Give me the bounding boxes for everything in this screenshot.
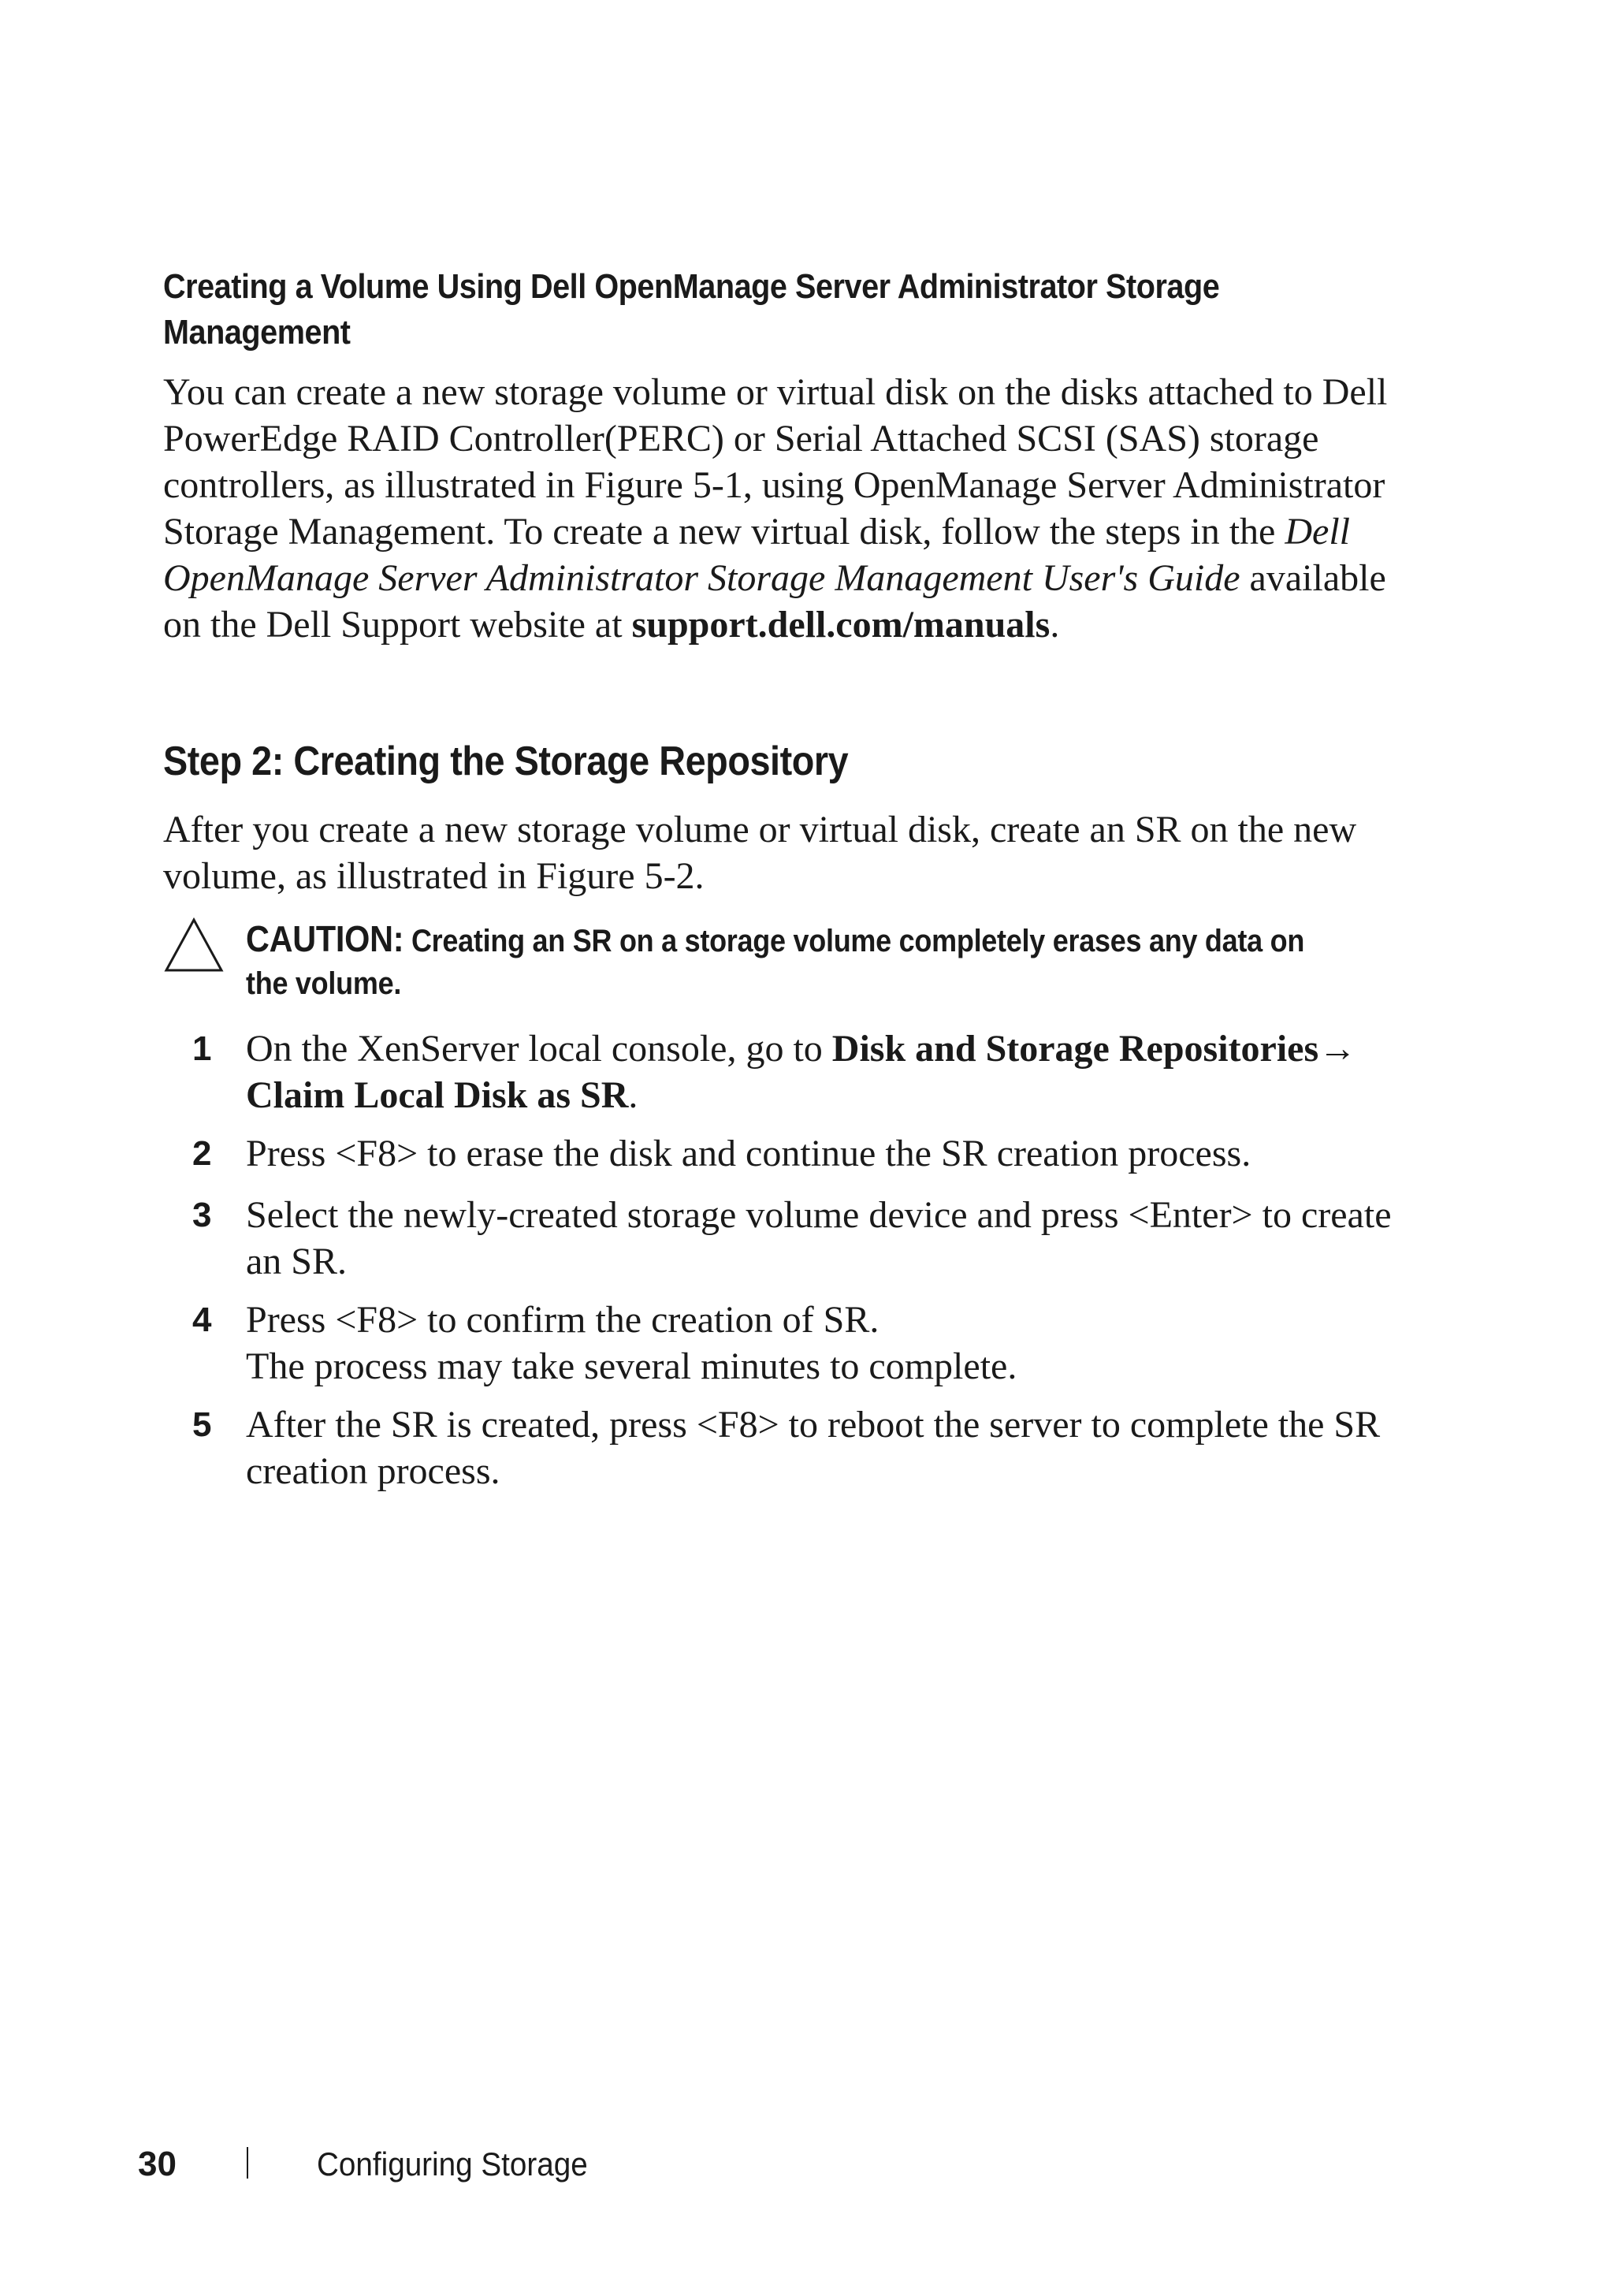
step2-intro: After you create a new storage volume or virtual disk, create an SR on the new volume, as illustrated in Figure 5-2. — [163, 809, 1357, 897]
step-text-main: Press <F8> to confirm the creation of SR. — [246, 1299, 880, 1341]
intro-text-part2: available on the Dell Support website at — [163, 557, 1386, 646]
section-heading: Creating a Volume Using Dell OpenManage Server Administrator Storage Management — [163, 267, 1220, 352]
page-number: 30 — [138, 2145, 177, 2183]
footer-separator — [247, 2147, 248, 2179]
intro-text-end: . — [1050, 604, 1060, 646]
step-number: 2 — [192, 1134, 212, 1173]
step-text-after: . — [628, 1074, 638, 1116]
step-text: After the SR is created, press <F8> to reboot the server to complete the SR creation process. — [246, 1404, 1381, 1492]
intro-text-part1: You can create a new storage volume or virtual disk on the disks attached to Dell PowerEdge RAID Controller(PERC) or Serial Attached SCSI (SAS) storage controllers, as illustrated in Figure 5-1, using OpenManage Server Administrator Storage Management. To create a new virtual disk, follow the steps in the — [163, 371, 1388, 553]
step-number: 3 — [192, 1196, 212, 1234]
support-link[interactable]: support.dell.com/manuals — [631, 604, 1051, 646]
guide-title: Dell OpenManage Server Administrator Storage Management User's Guide — [163, 511, 1350, 599]
step-text — [246, 1025, 1396, 1118]
step-text: Press <F8> to erase the disk and continue the SR creation process. — [246, 1133, 1251, 1174]
step-text — [246, 1297, 1396, 1390]
step-number: 4 — [192, 1301, 212, 1339]
caution-triangle-icon — [163, 917, 225, 973]
step-text-before: On the XenServer local console, go to — [246, 1028, 832, 1070]
caution-label: CAUTION: — [246, 918, 404, 959]
step-text: Select the newly-created storage volume device and press <Enter> to create an SR. — [246, 1194, 1392, 1282]
chapter-title: Configuring Storage — [317, 2145, 588, 2183]
caution-text: Creating an SR on a storage volume completely erases any data on the volume. — [246, 924, 1305, 1001]
step-note: The process may take several minutes to complete. — [246, 1345, 1017, 1387]
step2-heading: Step 2: Creating the Storage Repository — [163, 739, 849, 784]
step-number: 5 — [192, 1405, 212, 1444]
intro-paragraph — [163, 369, 1393, 648]
menu-path: Disk and Storage Repositories→ Claim Local Disk as SR — [246, 1028, 1357, 1116]
step-number: 1 — [192, 1029, 212, 1068]
caution-note — [246, 917, 1310, 1005]
